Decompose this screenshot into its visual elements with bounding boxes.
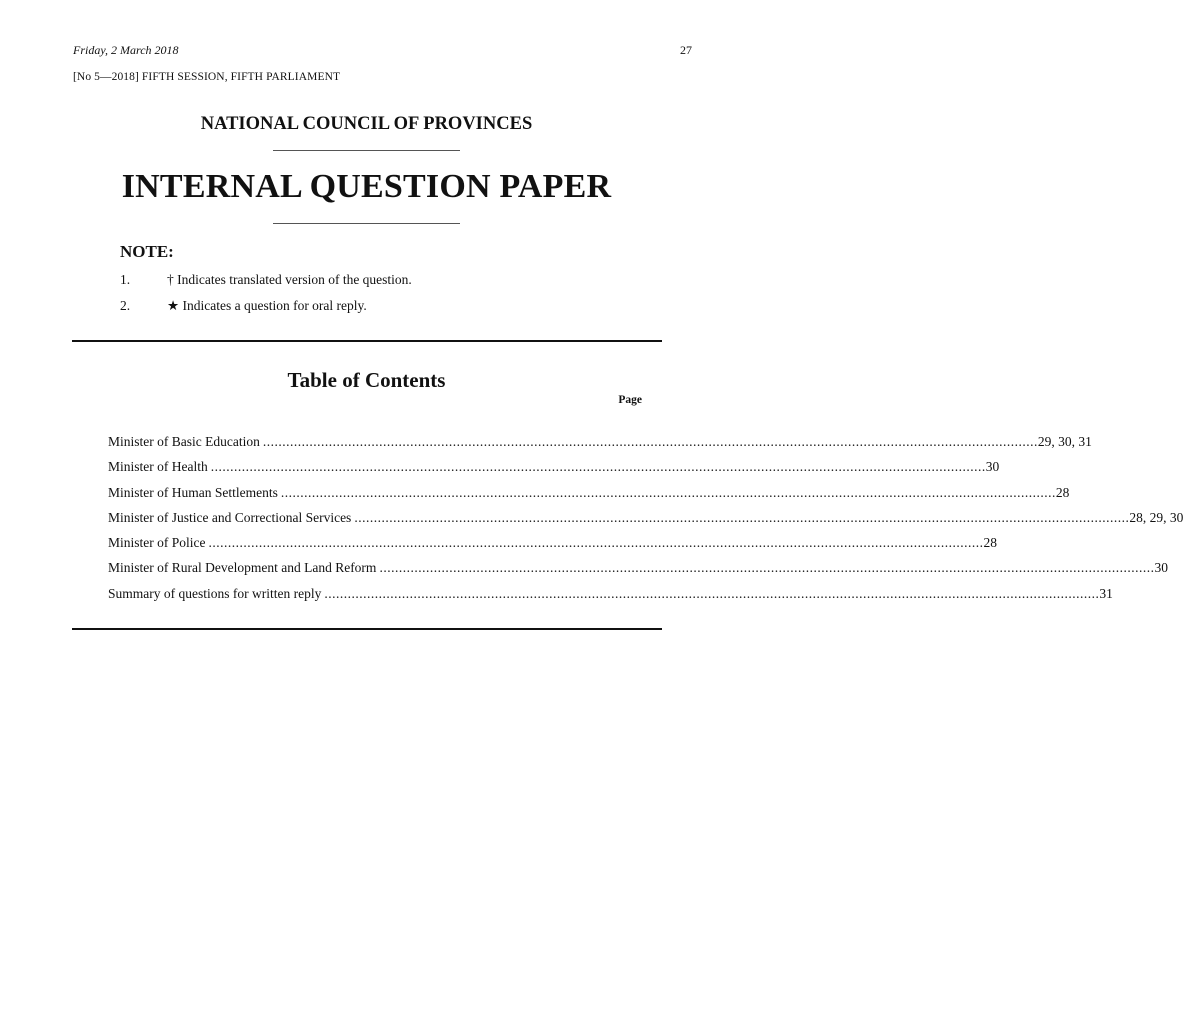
toc-entry-label: Minister of Police [108, 535, 206, 551]
toc-entry-pages: 28 [1055, 484, 1070, 500]
note-item [120, 272, 412, 288]
toc-entry[interactable] [108, 434, 1092, 459]
toc-leader-dots: ........................................................................................................................................................................................................ [262, 434, 1038, 449]
table-of-contents [108, 434, 1183, 611]
toc-leader-dots: ........................................................................................................................................................................................................ [354, 509, 1130, 525]
toc-entry[interactable] [108, 509, 1183, 535]
note-heading: NOTE: [120, 242, 174, 261]
note-item-number: 2. [120, 298, 131, 313]
toc-entry-pages: 30 [1154, 560, 1168, 576]
toc-entry[interactable] [108, 484, 1070, 510]
toc-leader-dots: ........................................................................................................................................................................................................ [210, 459, 986, 475]
divider-short-bottom [273, 223, 460, 224]
header-date: Friday, 2 March 2018 [73, 43, 179, 57]
toc-entry-label: Summary of questions for written reply [108, 585, 322, 601]
divider-thick-top [72, 340, 662, 342]
toc-entry-label: Minister of Justice and Correctional Services [108, 509, 352, 525]
note-item-number: 1. [120, 272, 131, 287]
note-item-text: ★ Indicates a question for oral reply. [167, 298, 367, 313]
toc-entry-label: Minister of Human Settlements [108, 484, 278, 500]
note-item [120, 298, 367, 314]
toc-entry[interactable] [108, 459, 1000, 484]
toc-heading: Table of Contents [287, 368, 446, 392]
divider-thick-bottom [72, 628, 662, 630]
toc-entry[interactable] [108, 535, 997, 560]
toc-entry-label: Minister of Health [108, 459, 208, 475]
header-session: [No 5—2018] FIFTH SESSION, FIFTH PARLIAMENT [73, 71, 341, 83]
toc-entry-label: Minister of Rural Development and Land Reform [108, 560, 377, 576]
header-page-number: 27 [680, 43, 692, 57]
paper-title: INTERNAL QUESTION PAPER [121, 168, 612, 205]
toc-page-label: Page [618, 394, 642, 406]
toc-entry[interactable] [108, 585, 1113, 611]
toc-entry-pages: 30 [985, 459, 1000, 475]
toc-leader-dots: ........................................................................................................................................................................................................ [208, 535, 984, 551]
toc-entry-pages: 28, 29, 30 [1129, 509, 1183, 525]
divider-short-top [273, 150, 460, 151]
note-item-text: † Indicates translated version of the question. [167, 272, 412, 287]
toc-leader-dots: ........................................................................................................................................................................................................ [379, 560, 1155, 576]
toc-entry-label: Minister of Basic Education [108, 434, 260, 449]
toc-entry-pages: 31 [1099, 585, 1113, 601]
toc-entry[interactable] [108, 560, 1168, 585]
toc-entry-pages: 28 [983, 535, 997, 551]
toc-leader-dots: ........................................................................................................................................................................................................ [280, 484, 1056, 500]
toc-entry-pages: 29, 30, 31 [1037, 434, 1092, 449]
council-heading: NATIONAL COUNCIL OF PROVINCES [200, 114, 533, 134]
toc-leader-dots: ........................................................................................................................................................................................................ [324, 585, 1100, 601]
